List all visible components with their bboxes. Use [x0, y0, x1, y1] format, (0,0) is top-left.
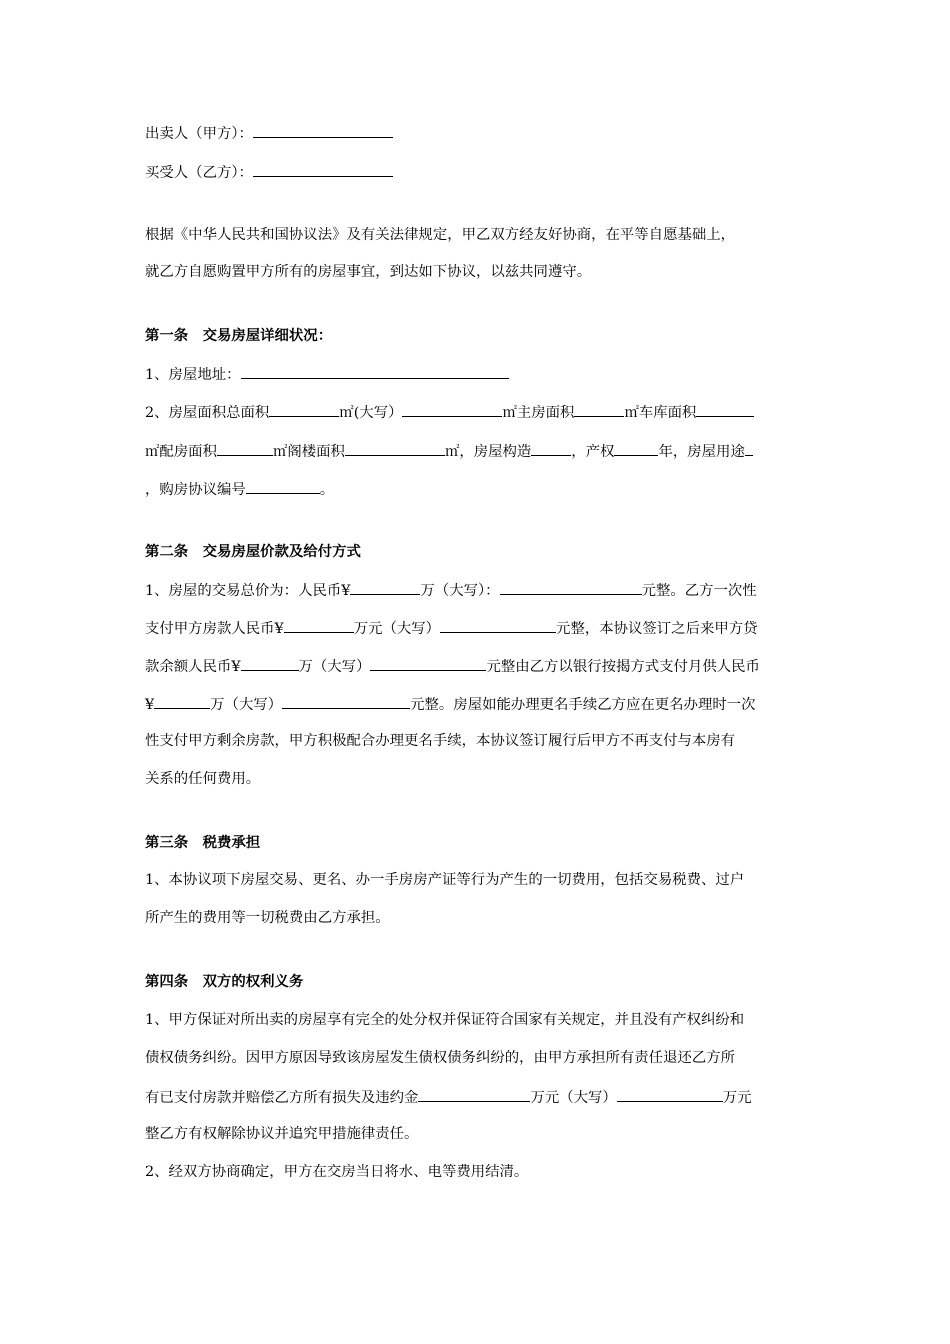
total-area-blank[interactable] [269, 401, 339, 417]
property-term-label: ，产权 [571, 444, 615, 460]
annex-area-label: ㎡配房面积 [145, 444, 217, 460]
tax-line-2: 所产生的费用等一切税费由乙方承担。 [145, 910, 390, 926]
monthly-label: ¥ [145, 697, 155, 713]
lump-sum-label: 支付甲方房款人民币¥ [145, 621, 284, 637]
penalty-unit: 万元 [722, 1090, 752, 1106]
article-2-title: 第二条 交易房屋价款及给付方式 [145, 543, 361, 560]
price-line-4-tail: 元整。房屋如能办理更名手续乙方应在更名办理时一次 [410, 697, 756, 713]
rights-line-5: 2、经双方协商确定，甲方在交房当日将水、电等费用结清。 [145, 1164, 529, 1180]
area-daxie-label: ㎡(大写） [339, 405, 403, 421]
rights-line-1: 1、甲方保证对所出卖的房屋享有完全的处分权并保证符合国家有关规定，并且没有产权纠纷和 [145, 1012, 745, 1028]
penalty-label: 有已支付房款并赔偿乙方所有损失及违约金 [145, 1090, 419, 1106]
contract-no-label: ，购房协议编号 [145, 482, 246, 498]
main-area-label: ㎡主房面积 [502, 405, 575, 421]
rights-line-3 [145, 1086, 752, 1106]
price-line-6: 关系的任何费用。 [145, 771, 261, 787]
address-line [145, 363, 509, 383]
penalty-daxie-blank[interactable] [617, 1086, 723, 1102]
structure-blank[interactable] [531, 440, 571, 456]
price-line-3 [145, 655, 760, 675]
lump-sum-daxie-label: 万元（大写） [353, 621, 441, 637]
garage-area-label: ㎡车库面积 [624, 405, 697, 421]
structure-label: ㎡，房屋构造 [444, 444, 532, 460]
price-line-1-tail: 元整。乙方一次性 [641, 583, 757, 599]
lump-sum-daxie-blank[interactable] [440, 617, 556, 633]
price-line-2-tail: 元整，本协议签订之后来甲方贷 [556, 621, 758, 637]
area-line-1 [145, 401, 754, 421]
buyer-name-blank[interactable] [253, 161, 393, 177]
garage-area-blank[interactable] [696, 401, 754, 417]
rights-line-2: 债权债务纠纷。因甲方原因导致该房屋发生债权债务纠纷的，由甲方承担所有责任退还乙方所 [145, 1050, 736, 1066]
property-term-blank[interactable] [614, 440, 658, 456]
buyer-line [145, 161, 393, 181]
contract-no-end: 。 [319, 482, 335, 498]
usage-label: 年，房屋用途 [658, 444, 745, 460]
total-price-daxie-label: 万（大写）： [420, 583, 500, 599]
preamble-line-2: 就乙方自愿购置甲方所有的房屋事宜，到达如下协议，以兹共同遵守。 [145, 264, 592, 280]
price-line-4 [145, 693, 756, 713]
loan-balance-blank[interactable] [241, 655, 299, 671]
total-price-daxie-blank[interactable] [500, 579, 642, 595]
article-1-title: 第一条 交易房屋详细状况： [145, 327, 333, 344]
area-daxie-blank[interactable] [402, 401, 502, 417]
address-blank[interactable] [241, 363, 509, 379]
price-line-2 [145, 617, 758, 637]
price-line-5: 性支付甲方剩余房款，甲方积极配合办理更名手续，本协议签订履行后甲方不再支付与本房有 [145, 733, 736, 749]
total-price-blank[interactable] [350, 579, 420, 595]
total-area-label: 2、房屋面积总面积 [145, 405, 270, 421]
contract-no-blank[interactable] [246, 478, 320, 494]
buyer-label: 买受人（乙方）： [145, 165, 253, 181]
loan-balance-daxie-label: 万（大写） [298, 659, 371, 675]
loan-balance-daxie-blank[interactable] [370, 655, 486, 671]
area-line-2 [145, 440, 753, 460]
article-3-title: 第三条 税费承担 [145, 834, 261, 851]
address-label: 1、房屋地址： [145, 367, 241, 383]
main-area-blank[interactable] [574, 401, 624, 417]
lump-sum-blank[interactable] [284, 617, 354, 633]
tax-line-1: 1、本协议项下房屋交易、更名、办一手房房产证等行为产生的一切费用，包括交易税费、过户 [145, 872, 745, 888]
penalty-blank[interactable] [418, 1086, 530, 1102]
article-4-title: 第四条 双方的权利义务 [145, 973, 304, 990]
price-line-3-tail: 元整由乙方以银行按揭方式支付月供人民币 [486, 659, 760, 675]
seller-label: 出卖人（甲方）： [145, 126, 253, 142]
monthly-daxie-label: 万（大写） [210, 697, 283, 713]
seller-name-blank[interactable] [253, 122, 393, 138]
attic-area-label: ㎡阁楼面积 [272, 444, 345, 460]
loan-balance-label: 款余额人民币¥ [145, 659, 241, 675]
rights-line-4: 整乙方有权解除协议并追究甲措施律责任。 [145, 1126, 419, 1142]
seller-line [145, 122, 393, 142]
usage-blank[interactable] [745, 440, 753, 456]
monthly-daxie-blank[interactable] [282, 693, 410, 709]
monthly-blank[interactable] [154, 693, 210, 709]
preamble-line-1: 根据《中华人民共和国协议法》及有关法律规定，甲乙双方经友好协商，在平等自愿基础上， [145, 227, 736, 243]
total-price-label: 1、房屋的交易总价为：人民币¥ [145, 583, 351, 599]
annex-area-blank[interactable] [217, 440, 273, 456]
price-line-1 [145, 579, 757, 599]
attic-area-blank[interactable] [345, 440, 445, 456]
area-line-3 [145, 478, 334, 498]
penalty-daxie-label: 万元（大写） [530, 1090, 617, 1106]
